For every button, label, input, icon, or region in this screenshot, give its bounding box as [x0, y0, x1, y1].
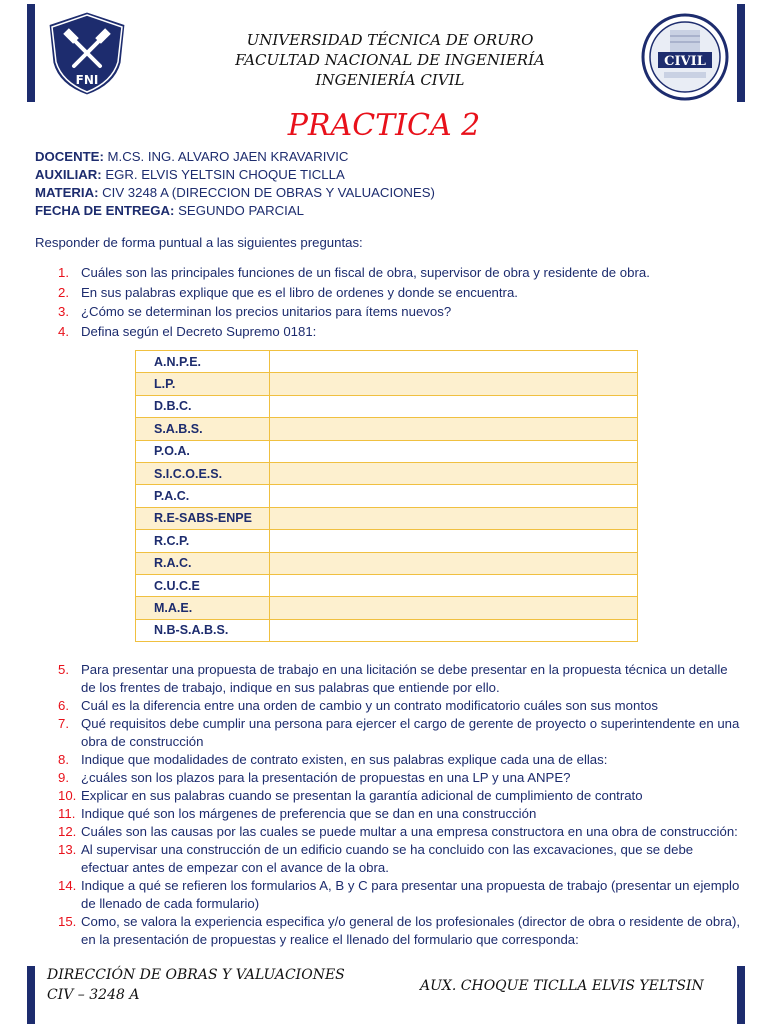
question-number: 6. [58, 698, 69, 713]
question-text: Defina según el Decreto Supremo 0181: [81, 323, 317, 339]
meta-row-fecha [35, 202, 435, 220]
question-text: Para presentar una propuesta de trabajo en una licitación se debe presentar en la propuesta técnica un detalle de los frentes de trabajo, indique en sus palabras que entiende por ello. [81, 662, 728, 695]
table-row [136, 373, 638, 395]
table-row [136, 574, 638, 596]
footer-course-name: DIRECCIÓN DE OBRAS Y VALUACIONES [47, 967, 345, 983]
meta-label: DOCENTE: [35, 149, 104, 164]
question-text: Indique qué son los márgenes de preferencia que se dan en una construcción [81, 806, 537, 821]
meta-value: SEGUNDO PARCIAL [178, 203, 304, 218]
table-row [136, 619, 638, 641]
table-row [136, 440, 638, 462]
question-list-second [58, 661, 740, 949]
definition-cell[interactable] [270, 507, 638, 529]
question-text: ¿Cómo se determinan los precios unitarios para ítems nuevos? [81, 304, 452, 319]
definition-cell[interactable] [270, 485, 638, 507]
definition-cell[interactable] [270, 552, 638, 574]
meta-row-docente [35, 148, 435, 166]
civil-logo-text: CIVIL [664, 54, 706, 69]
question-text: Cuáles son las principales funciones de un fiscal de obra, supervisor de obra y residente de obra. [81, 265, 650, 280]
acronym-table [135, 350, 638, 642]
question-item [58, 263, 740, 283]
footer-bar-left [27, 966, 35, 1024]
university-name: UNIVERSIDAD TÉCNICA DE ORURO [246, 31, 534, 49]
definition-cell[interactable] [270, 574, 638, 596]
question-number: 9. [58, 770, 69, 785]
acronym-cell: M.A.E. [136, 597, 270, 619]
fni-logo-text: FNI [75, 73, 99, 87]
footer-course-code: CIV – 3248 A [47, 987, 140, 1003]
acronym-cell: P.O.A. [136, 440, 270, 462]
definition-cell[interactable] [270, 440, 638, 462]
acronym-cell: N.B-S.A.B.S. [136, 619, 270, 641]
ingenieria-civil-logo [640, 12, 730, 102]
definition-cell[interactable] [270, 530, 638, 552]
question-list-first [58, 263, 740, 341]
meta-row-materia [35, 184, 435, 202]
question-item [58, 322, 740, 342]
question-text: Indique a qué se refieren los formularios A, B y C para presentar una propuesta de trabajo (presentar un ejemplo de llenado de cada formulario) [81, 878, 740, 911]
acronym-cell: S.I.C.O.E.S. [136, 462, 270, 484]
table-row [136, 485, 638, 507]
question-text: Al supervisar una construcción de un edificio cuando se ha concluido con las excavaciones, que se debe efectuar antes de empezar con el avance de la obra. [81, 842, 694, 875]
question-text: Qué requisitos debe cumplir una persona para ejercer el cargo de gerente de proyecto o superintendente en una obra de construcción [81, 716, 740, 749]
table-row [136, 351, 638, 373]
question-number: 7. [58, 716, 69, 731]
table-row [136, 530, 638, 552]
question-item [58, 877, 740, 913]
question-item [58, 715, 740, 751]
acronym-cell: R.C.P. [136, 530, 270, 552]
question-item [58, 841, 740, 877]
question-number: 1. [58, 265, 69, 280]
acronym-cell: R.A.C. [136, 552, 270, 574]
question-number: 10. [58, 788, 77, 803]
meta-value: M.CS. ING. ALVARO JAEN KRAVARIVIC [107, 149, 349, 164]
footer-course [47, 965, 345, 1005]
instructions: Responder de forma puntual a las siguientes preguntas: [35, 235, 363, 250]
meta-value: CIV 3248 A (DIRECCION DE OBRAS Y VALUACIONES) [102, 185, 435, 200]
meta-label: MATERIA: [35, 185, 99, 200]
question-number: 3. [58, 304, 69, 319]
fni-shield-logo [42, 8, 132, 98]
question-item [58, 805, 740, 823]
question-item [58, 913, 740, 949]
header-bar-left [27, 4, 35, 102]
table-row [136, 418, 638, 440]
question-number: 8. [58, 752, 69, 767]
question-number: 14. [58, 878, 77, 893]
question-item [58, 751, 740, 769]
question-text: ¿cuáles son los plazos para la presentación de propuestas en una LP y una ANPE? [81, 770, 571, 785]
table-row [136, 507, 638, 529]
question-number: 12. [58, 824, 77, 839]
page-title: PRACTICA 2 [287, 108, 481, 143]
question-number: 15. [58, 914, 77, 929]
meta-label: AUXILIAR: [35, 167, 102, 182]
acronym-cell: A.N.P.E. [136, 351, 270, 373]
definition-cell[interactable] [270, 462, 638, 484]
question-item [58, 661, 740, 697]
course-info [35, 148, 435, 220]
definition-cell[interactable] [270, 351, 638, 373]
question-text: En sus palabras explique que es el libro de ordenes y donde se encuentra. [81, 284, 518, 300]
header-bar-right [737, 4, 745, 102]
question-text: Como, se valora la experiencia especifica y/o general de los profesionales (director de obra o residente de obra), en la presentación de propuestas y realice el llenado del formulario que corresponda: [81, 914, 741, 947]
definition-cell[interactable] [270, 619, 638, 641]
question-item [58, 697, 740, 715]
acronym-cell: C.U.C.E [136, 574, 270, 596]
question-number: 2. [58, 284, 69, 300]
table-row [136, 462, 638, 484]
acronym-cell: D.B.C. [136, 395, 270, 417]
meta-row-auxiliar [35, 166, 435, 184]
table-row [136, 597, 638, 619]
question-text: Cuál es la diferencia entre una orden de cambio y un contrato modificatorio cuáles son sus montos [81, 698, 658, 713]
meta-label: FECHA DE ENTREGA: [35, 203, 175, 218]
question-item [58, 787, 740, 805]
acronym-cell: S.A.B.S. [136, 418, 270, 440]
faculty-name: FACULTAD NACIONAL DE INGENIERÍA [235, 51, 545, 69]
definition-cell[interactable] [270, 373, 638, 395]
career-name: INGENIERÍA CIVIL [315, 71, 465, 89]
question-item [58, 302, 740, 322]
definition-cell[interactable] [270, 395, 638, 417]
question-text: Cuáles son las causas por las cuales se puede multar a una empresa constructora en una obra de construcción: [81, 824, 738, 839]
acronym-cell: R.E-SABS-ENPE [136, 507, 270, 529]
header-titles [150, 30, 630, 90]
footer-bar-right [737, 966, 745, 1024]
question-number: 5. [58, 662, 69, 677]
acronym-cell: L.P. [136, 373, 270, 395]
definition-cell[interactable] [270, 597, 638, 619]
question-item [58, 823, 740, 841]
table-row [136, 552, 638, 574]
question-number: 13. [58, 842, 77, 857]
table-row [136, 395, 638, 417]
question-text: Indique que modalidades de contrato existen, en sus palabras explique cada una de ellas: [81, 752, 608, 767]
question-item [58, 769, 740, 787]
question-item [58, 283, 740, 303]
meta-value: EGR. ELVIS YELTSIN CHOQUE TICLLA [105, 167, 345, 182]
question-text: Explicar en sus palabras cuando se presentan la garantía adicional de cumplimiento de contrato [81, 788, 643, 803]
acronym-cell: P.A.C. [136, 485, 270, 507]
question-number: 11. [58, 806, 76, 821]
question-number: 4. [58, 323, 69, 339]
footer-author: AUX. CHOQUE TICLLA ELVIS YELTSIN [420, 978, 704, 994]
definition-cell[interactable] [270, 418, 638, 440]
